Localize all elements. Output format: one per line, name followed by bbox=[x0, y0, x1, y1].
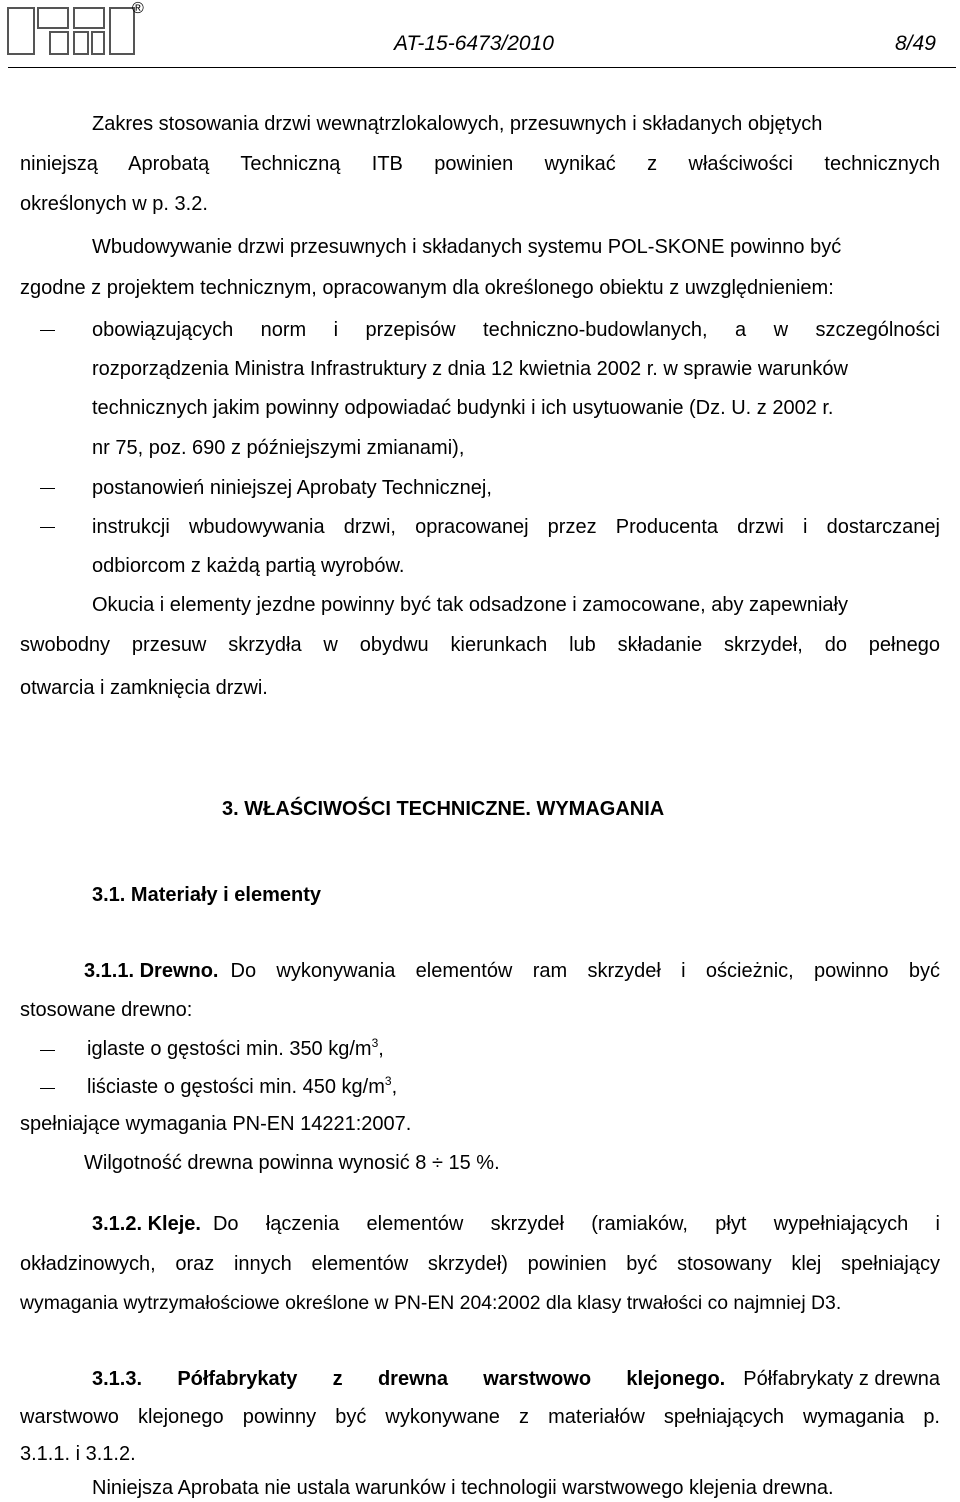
list-dash bbox=[40, 1050, 55, 1051]
paragraph-3-line-3: otwarcia i zamknięcia drzwi. bbox=[20, 677, 268, 699]
list-dash bbox=[40, 488, 55, 489]
wood-item-2: liściaste o gęstości min. 450 $kg/m^3$, bbox=[87, 1074, 398, 1098]
section-3-1-1-line-2: stosowane drewno: bbox=[20, 999, 193, 1021]
paragraph-3-line-1: Okucia i elementy jezdne powinny być tak odsadzone i zamocowane, aby zapewniały bbox=[92, 594, 848, 616]
section-3-1-3-text: Półfabrykaty z drewna bbox=[743, 1368, 940, 1390]
paragraph-3-line-2: swobodny przesuw skrzydła w obydwu kierunkach lub składanie skrzydeł, do pełnego bbox=[20, 634, 940, 656]
registered-mark: ® bbox=[132, 0, 144, 17]
header-divider bbox=[8, 67, 956, 68]
wood-moisture: Wilgotność drewna powinna wynosić 8 ÷ 15 %. bbox=[84, 1152, 500, 1174]
section-3-heading: 3. WŁAŚCIWOŚCI TECHNICZNE. WYMAGANIA bbox=[222, 798, 665, 820]
section-3-1-2-line-1 bbox=[92, 1212, 940, 1236]
list-dash bbox=[40, 1088, 55, 1089]
paragraph-2-line-1: Wbudowywanie drzwi przesuwnych i składanych systemu POL-SKONE powinno być bbox=[92, 236, 842, 258]
wood-item-1: iglaste o gęstości min. 350 $kg/m^3$, bbox=[87, 1036, 384, 1060]
list-dash bbox=[40, 527, 55, 528]
paragraph-1-line-3: określonych w p. 3.2. bbox=[20, 193, 208, 215]
list-item-3-line-1: instrukcji wbudowywania drzwi, opracowanej przez Producenta drzwi i dostarczanej bbox=[92, 516, 940, 538]
list-item-1-line-3: technicznych jakim powinny odpowiadać budynki i ich usytuowanie (Dz. U. z 2002 r. bbox=[92, 397, 834, 419]
section-3-1-1-number: 3.1.1. Drewno. bbox=[84, 960, 219, 982]
section-3-1-heading: 3.1. Materiały i elementy bbox=[92, 884, 322, 906]
list-item-3-line-2: odbiorcom z każdą partią wyrobów. bbox=[92, 555, 405, 577]
section-3-1-2-line-2: okładzinowych, oraz innych elementów skrzydeł) powinien być stosowany klej spełniający bbox=[20, 1253, 940, 1275]
section-3-1-3-line-1 bbox=[92, 1367, 940, 1391]
section-3-1-3-line-4: Niniejsza Aprobata nie ustala warunków i technologii warstwowego klejenia drewna. bbox=[92, 1477, 834, 1499]
page-number: 8/49 bbox=[895, 32, 936, 55]
list-item-1-line-2: rozporządzenia Ministra Infrastruktury z dnia 12 kwietnia 2002 r. w sprawie warunków bbox=[92, 358, 848, 380]
wood-standard: spełniające wymagania PN-EN 14221:2007. bbox=[20, 1113, 412, 1135]
section-3-1-3-line-3: 3.1.1. i 3.1.2. bbox=[20, 1443, 136, 1465]
section-3-1-1-text: Do wykonywania elementów ram skrzydeł i ościeżnic, powinno być bbox=[230, 960, 940, 982]
paragraph-2-line-2: zgodne z projektem technicznym, opracowanym dla określonego obiektu z uwzględnieniem: bbox=[20, 277, 834, 299]
section-3-1-2-number: 3.1.2. Kleje. bbox=[92, 1213, 201, 1235]
list-item-1-line-1: obowiązujących norm i przepisów techniczno-budowlanych, a w szczególności bbox=[92, 319, 940, 341]
paragraph-1-line-1: Zakres stosowania drzwi wewnątrzlokalowych, przesuwnych i składanych objętych bbox=[92, 113, 823, 135]
paragraph-1-line-2: niniejszą Aprobatą Techniczną ITB powinien wynikać z właściwości technicznych bbox=[20, 153, 940, 175]
list-item-1-line-4: nr 75, poz. 690 z późniejszymi zmianami), bbox=[92, 437, 465, 459]
list-item-2: postanowień niniejszej Aprobaty Technicznej, bbox=[92, 477, 492, 499]
document-id: AT-15-6473/2010 bbox=[394, 32, 554, 55]
section-3-1-2-line-3: wymagania wytrzymałościowe określone w PN-EN 204:2002 dla klasy trwałości co najmniej D3. bbox=[20, 1292, 842, 1314]
list-dash bbox=[40, 330, 55, 331]
section-3-1-3-line-2: warstwowo klejonego powinny być wykonywane z materiałów spełniających wymagania p. bbox=[20, 1406, 940, 1428]
section-3-1-3-number: 3.1.3. Półfabrykaty z drewna warstwowo klejonego. bbox=[92, 1368, 726, 1390]
section-3-1-1-line-1 bbox=[84, 959, 940, 983]
section-3-1-2-text: Do łączenia elementów skrzydeł (ramiaków, płyt wypełniających i bbox=[212, 1213, 940, 1235]
itb-logo bbox=[6, 4, 138, 58]
